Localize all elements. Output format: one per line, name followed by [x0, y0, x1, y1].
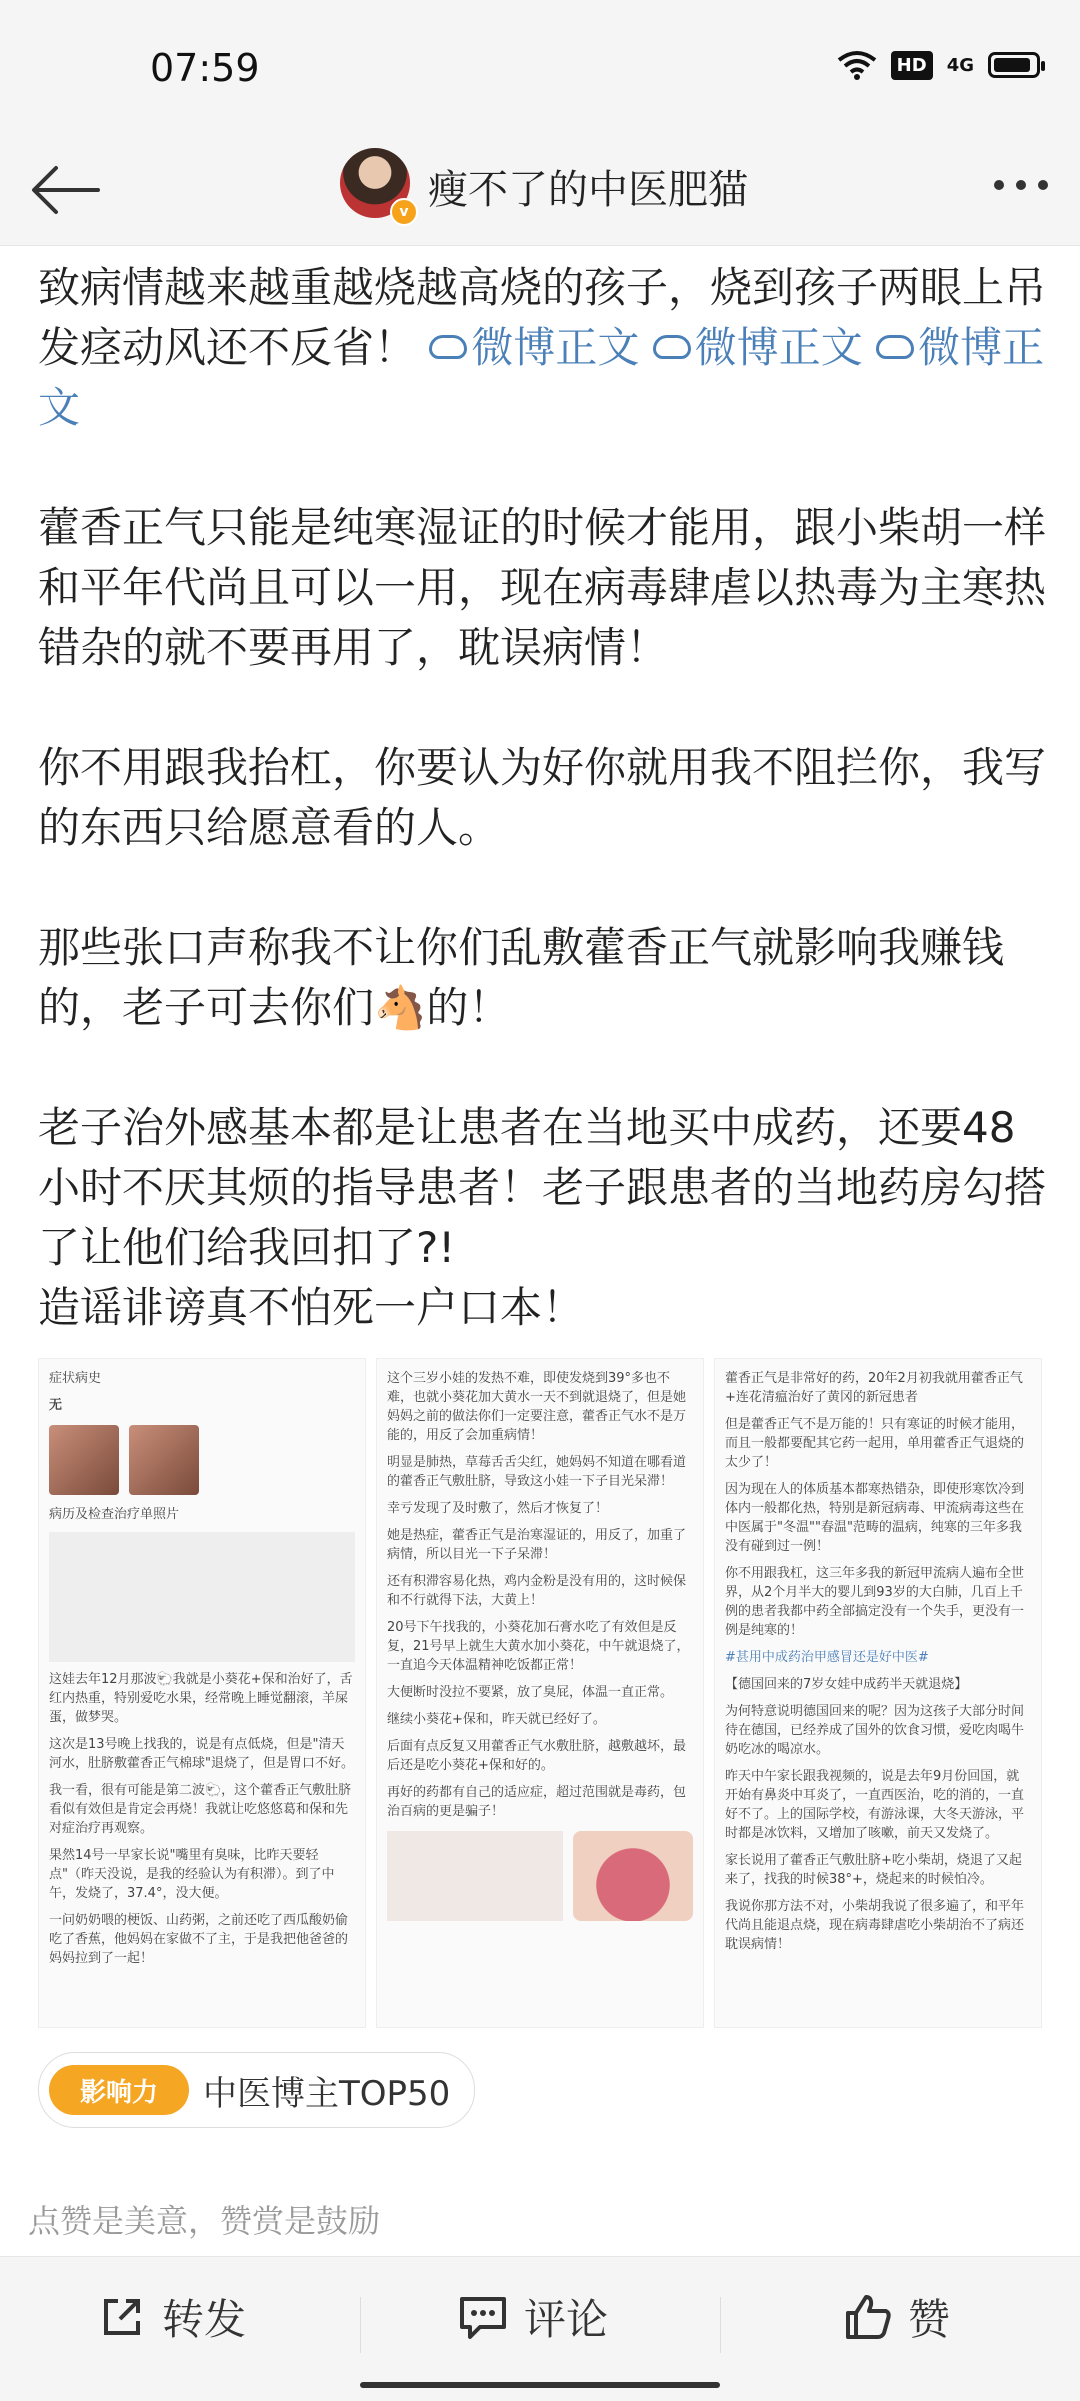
influence-v-icon: 影响力	[49, 2065, 189, 2115]
weibo-link[interactable]: 微博正文	[429, 323, 639, 372]
more-options-icon[interactable]	[994, 180, 1048, 190]
verified-badge-icon: v	[390, 198, 418, 226]
home-indicator[interactable]	[360, 2382, 720, 2388]
status-bar	[0, 0, 1080, 130]
clock: 07:59	[150, 46, 260, 90]
influence-badge[interactable]	[38, 2052, 475, 2128]
post-text: 致病情越来越重越烧越高烧的孩子，烧到孩子两眼上吊发痉动风还不反省！	[38, 263, 1047, 372]
hd-icon: HD	[891, 51, 933, 80]
post-content	[38, 258, 1048, 1338]
post-paragraph-5: 老子治外感基本都是让患者在当地买中成药，还要48小时不厌其烦的指导患者！老子跟患者的当地药房勾搭了让他们给我回扣了?!	[38, 1103, 1047, 1272]
cloud-link-icon	[653, 335, 691, 359]
attached-image-3[interactable]: 藿香正气是非常好的药，20年2月初我就用藿香正气+连花清瘟治好了黄冈的新冠患者 但是藿香正气不是万能的！只有寒证的时候才能用，而且一般都要配其它药一起用，单用藿香正气退烧的太少了！ 因为现在人的体质基本都寒热错杂，即使形寒饮冷到体内一般都化热，特别是新冠病毒、甲流病毒这些在中医属于"冬温""春温"范畴的温病，纯寒的三年多我没有碰到过一例！ 你不用跟我杠，这三年多我的新冠甲流病人遍布全世界，从2个月半大的婴儿到93岁的大白肺，几百上千例的患者我都中药全部搞定没有一个失手，更没有一例是纯寒的！ #甚用中成药治甲感冒还是好中医# 【德国回来的7岁女娃中成药半天就退烧】 为何特意说明德国回来的呢？因为这孩子大部分时间待在德国，已经养成了国外的饮食习惯，爱吃肉喝牛奶吃冰的喝凉水。 昨天中午家长跟我视频的，说是去年9月份回国，就开始有鼻炎中耳炎了，一直西医治，吃的消的，一直好不了。上的国际学校，有游泳课，大冬天游泳，平时都是冰饮料，又增加了咳嗽，前天又发烧了。 家长说用了藿香正气敷肚脐+吃小柴胡，烧退了又起来了，找我的时候38°+，烧起来的时候怕冷。 我说你那方法不对，小柴胡我说了很多遍了，和平年代尚且能退点烧，现在病毒肆虐吃小柴胡治不了病还耽误病情！	[714, 1358, 1042, 2028]
cloud-link-icon	[429, 335, 467, 359]
account-name[interactable]: 瘦不了的中医肥猫	[428, 167, 748, 213]
tongue-photo	[573, 1831, 693, 1921]
post-paragraph-6: 造谣诽谤真不怕死一户口本！	[38, 1283, 585, 1332]
photo-thumbnail	[49, 1425, 119, 1495]
attached-images	[38, 1358, 1042, 2028]
repost-button[interactable]: 转发	[98, 2287, 246, 2347]
weibo-link[interactable]: 微博正文	[653, 323, 863, 372]
top-nav-bar	[0, 130, 1080, 246]
thumbs-up-icon	[844, 2293, 892, 2341]
comment-icon	[458, 2293, 508, 2341]
photo-thumbnail	[129, 1425, 199, 1495]
bottom-action-bar	[0, 2256, 1080, 2401]
back-arrow-icon[interactable]	[28, 160, 108, 220]
cloud-link-icon	[876, 335, 914, 359]
attached-image-1[interactable]: 症状病史 无 病历及检查治疗单照片 这娃去年12月那波🐑我就是小葵花+保和治好了，舌红内热重，特别爱吃水果，经常晚上睡觉翻滚，羊屎蛋，做梦哭。 这次是13号晚上找我的，说是有点低烧，但是"清天河水，肚脐敷藿香正气棉球"退烧了，但是胃口不好。 我一看，很有可能是第二波🐑，这个藿香正气敷肚脐看似有效但是肯定会再烧！我就让吃悠悠葛和保和先对症治疗再观察。 果然14号一早家长说"嘴里有臭味，比昨天要轻点"（昨天没说，是我的经验认为有积滞）。到了中午，发烧了，37.4°，没大便。 一问奶奶喂的梗饭、山药粥，之前还吃了西瓜酸奶偷吃了香蕉，他妈妈在家做不了主，于是我把他爸爸的妈妈拉到了一起！	[38, 1358, 366, 2028]
wifi-icon	[837, 50, 877, 80]
cellular-signal-icon: 4G	[946, 54, 974, 76]
comment-button[interactable]: 评论	[458, 2287, 608, 2347]
post-paragraph-2: 藿香正气只能是纯寒湿证的时候才能用，跟小柴胡一样和平年代尚且可以一用，现在病毒肆虐以热毒为主寒热错杂的就不要再用了，耽误病情！	[38, 503, 1047, 672]
like-button[interactable]: 赞	[844, 2287, 950, 2347]
status-icons	[837, 50, 1040, 80]
weibo-link[interactable]: 微博正文	[38, 323, 1045, 432]
post-paragraph-4: 那些张口声称我不让你们乱敷藿香正气就影响我赚钱的，老子可去你们🐴的！	[38, 923, 1005, 1032]
horse-emoji-icon: 🐴	[374, 983, 427, 1032]
repost-icon	[98, 2293, 146, 2341]
post-paragraph-1	[38, 258, 1048, 438]
battery-icon	[988, 52, 1040, 78]
influence-badge-text: 中医博主TOP50	[203, 2073, 451, 2114]
like-hint-text: 点赞是美意，赞赏是鼓励	[28, 2202, 381, 2240]
post-paragraph-3: 你不用跟我抬杠，你要认为好你就用我不阻拦你，我写的东西只给愿意看的人。	[38, 743, 1047, 852]
attached-image-2[interactable]: 这个三岁小娃的发热不难，即使发烧到39°多也不难，也就小葵花加大黄水一天不到就退烧了，但是她妈妈之前的做法你们一定要注意，藿香正气水不是万能的，用反了会加重病情！ 明显是肺热，草莓舌舌尖红，她妈妈不知道在哪看道的藿香正气敷肚脐，导致这小娃一下子目光呆滞！ 幸亏发现了及时敷了，然后才恢复了！ 她是热症，藿香正气是治寒湿证的，用反了，加重了病情，所以目光一下子呆滞！ 还有积滞容易化热，鸡内金粉是没有用的，这时候保和不行就得下法，大黄上！ 20号下午找我的，小葵花加石膏水吃了有效但是反复，21号早上就生大黄水加小葵花，中午就退烧了，一直追今天体温精神吃饭都正常！ 大便断时没拉不要紧，放了臭屁，体温一直正常。 继续小葵花+保和，昨天就已经好了。 后面有点反复又用藿香正气水敷肚脐，越敷越坏，最后还是吃小葵花+保和好的。 再好的药都有自己的适应症，超过范围就是毒药，包治百病的更是骗子！	[376, 1358, 704, 2028]
